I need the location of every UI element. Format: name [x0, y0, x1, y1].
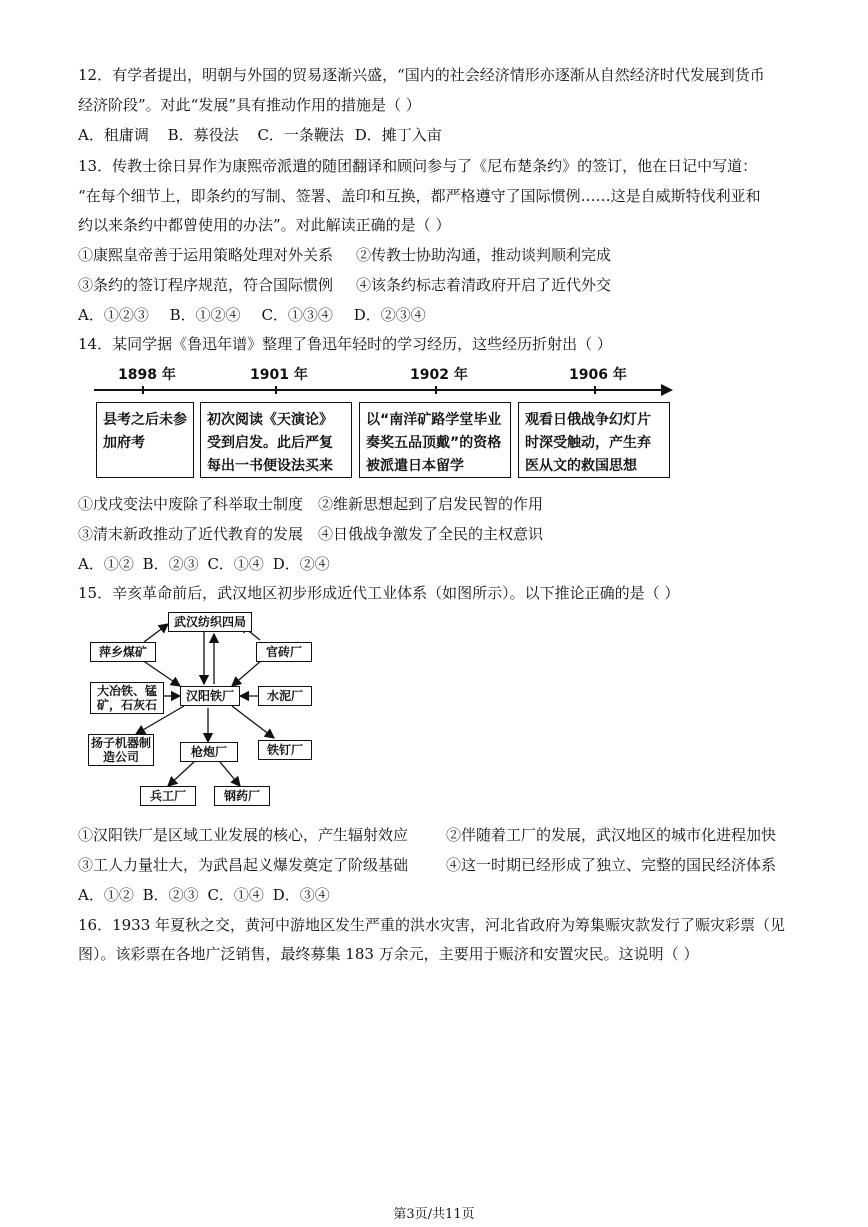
timeline-tick: [275, 386, 277, 394]
q13-statement-4: ④该条约标志着清政府开启了近代外交: [356, 276, 612, 294]
q13-option-a[interactable]: A．①②③: [78, 306, 149, 324]
q15-option-d[interactable]: D．③④: [272, 886, 330, 904]
q15-statement-4: ④这一时期已经形成了独立、完整的国民经济体系: [446, 856, 777, 874]
node-daye-ore: 大冶铁、锰矿，石灰石: [90, 682, 164, 714]
node-cement-factory: 水泥厂: [258, 686, 312, 706]
q13-option-b[interactable]: B．①②④: [169, 306, 241, 324]
timeline-event-1898: 县考之后未参加府考: [96, 402, 194, 478]
q16-stem-line2: 图）。该彩票在各地广泛销售，最终募集 183 万余元，主要用于赈济和安置灾民。这说明（ ）: [78, 945, 699, 963]
node-pingxiang-coal: 萍乡煤矿: [90, 642, 156, 662]
q13-statement-2: ②传教士协助沟通，推动谈判顺利完成: [356, 246, 612, 264]
node-nail-factory: 铁钉厂: [258, 740, 312, 760]
q14-option-a[interactable]: A．①②: [78, 555, 134, 573]
q15-statement-3: ③工人力量壮大，为武昌起义爆发奠定了阶级基础: [78, 856, 409, 874]
timeline-year-1898: 1898 年: [118, 367, 176, 383]
q12-options: [78, 124, 442, 146]
node-arms-factory: 兵工厂: [140, 786, 196, 806]
q12-stem-line2: 经济阶段”。对此“发展”具有推动作用的措施是（ ）: [78, 96, 421, 114]
node-powder-factory: 钢药厂: [214, 786, 270, 806]
q13-stem-line2: “在每个细节上，即条约的写制、签署、盖印和互换，都严格遵守了国际惯例……这是自威斯特伐利亚和: [78, 187, 761, 205]
page-footer: 第3页/共11页: [393, 1207, 475, 1222]
q14-timeline: [90, 362, 680, 484]
node-gun-factory: 枪炮厂: [180, 742, 238, 762]
timeline-event-1901: 初次阅读《天演论》受到启发。此后严复每出一书便设法买来: [200, 402, 352, 478]
q15-statement-1: ①汉阳铁厂是区域工业发展的核心，产生辐射效应: [78, 826, 409, 844]
q14-option-b[interactable]: B．②③: [142, 555, 199, 573]
q14-options: [78, 553, 330, 575]
q14-option-d[interactable]: D．②④: [272, 555, 330, 573]
q14-stem: 14．某同学据《鲁迅年谱》整理了鲁迅年轻时的学习经历，这些经历折射出（ ）: [78, 335, 612, 353]
timeline-event-1906: 观看日俄战争幻灯片时深受触动，产生弃医从文的救国思想: [518, 402, 670, 478]
q13-stem-line3: 约以来条约中都曾使用的办法”。对此解读正确的是（ ）: [78, 216, 451, 234]
timeline-event-1902: 以“南洋矿路学堂毕业奏奖五品顶戴”的资格被派遣日本留学: [359, 402, 511, 478]
q15-option-b[interactable]: B．②③: [142, 886, 199, 904]
q12-option-a[interactable]: A．租庸调: [78, 126, 149, 144]
q15-industry-diagram: [84, 610, 324, 812]
q12-option-c[interactable]: C．一条鞭法: [257, 126, 344, 144]
q12-stem-line1: 12．有学者提出，明朝与外国的贸易逐渐兴盛，“国内的社会经济情形亦逐渐从自然经济时代发展到货币: [78, 66, 765, 84]
q14-statement-3: ③清末新政推动了近代教育的发展: [78, 525, 304, 543]
q16-stem-line1: 16．1933 年夏秋之交，黄河中游地区发生严重的洪水灾害，河北省政府为筹集赈灾款发行了赈灾彩票（见: [78, 916, 786, 934]
node-hanyang-iron: 汉阳铁厂: [180, 686, 240, 706]
node-yangzi-machine: 扬子机器制造公司: [88, 734, 154, 766]
q14-option-c[interactable]: C．①④: [207, 555, 264, 573]
q12-option-d[interactable]: D．摊丁入亩: [354, 126, 442, 144]
timeline-tick: [435, 386, 437, 394]
q13-option-d[interactable]: D．②③④: [353, 306, 426, 324]
timeline-year-1901: 1901 年: [250, 367, 308, 383]
q15-options: [78, 884, 330, 906]
q12-option-b[interactable]: B．募役法: [167, 126, 239, 144]
q14-statement-4: ④日俄战争激发了全民的主权意识: [318, 525, 544, 543]
timeline-axis: [94, 389, 664, 391]
q15-option-c[interactable]: C．①④: [207, 886, 264, 904]
q13-statement-3: ③条约的签订程序规范，符合国际惯例: [78, 276, 334, 294]
timeline-tick: [142, 386, 144, 394]
node-brick-factory: 官砖厂: [256, 642, 312, 662]
q14-statement-1: ①戊戌变法中废除了科举取士制度: [78, 495, 304, 513]
q13-options: [78, 304, 426, 326]
q14-statement-2: ②维新思想起到了启发民智的作用: [318, 495, 544, 513]
q15-option-a[interactable]: A．①②: [78, 886, 134, 904]
q13-statement-1: ①康熙皇帝善于运用策略处理对外关系: [78, 246, 334, 264]
timeline-year-1906: 1906 年: [569, 367, 627, 383]
q15-stem: 15．辛亥革命前后，武汉地区初步形成近代工业体系（如图所示）。以下推论正确的是（ ）: [78, 584, 680, 602]
timeline-year-1902: 1902 年: [410, 367, 468, 383]
q15-statement-2: ②伴随着工厂的发展，武汉地区的城市化进程加快: [446, 826, 777, 844]
q13-stem-line1: 13．传教士徐日昇作为康熙帝派遣的随团翻译和顾问参与了《尼布楚条约》的签订，他在日记中写道：: [78, 157, 758, 175]
timeline-arrow: [661, 384, 673, 396]
node-wuhan-textile: 武汉纺织四局: [168, 612, 252, 632]
timeline-tick: [594, 386, 596, 394]
q13-option-c[interactable]: C．①③④: [261, 306, 333, 324]
